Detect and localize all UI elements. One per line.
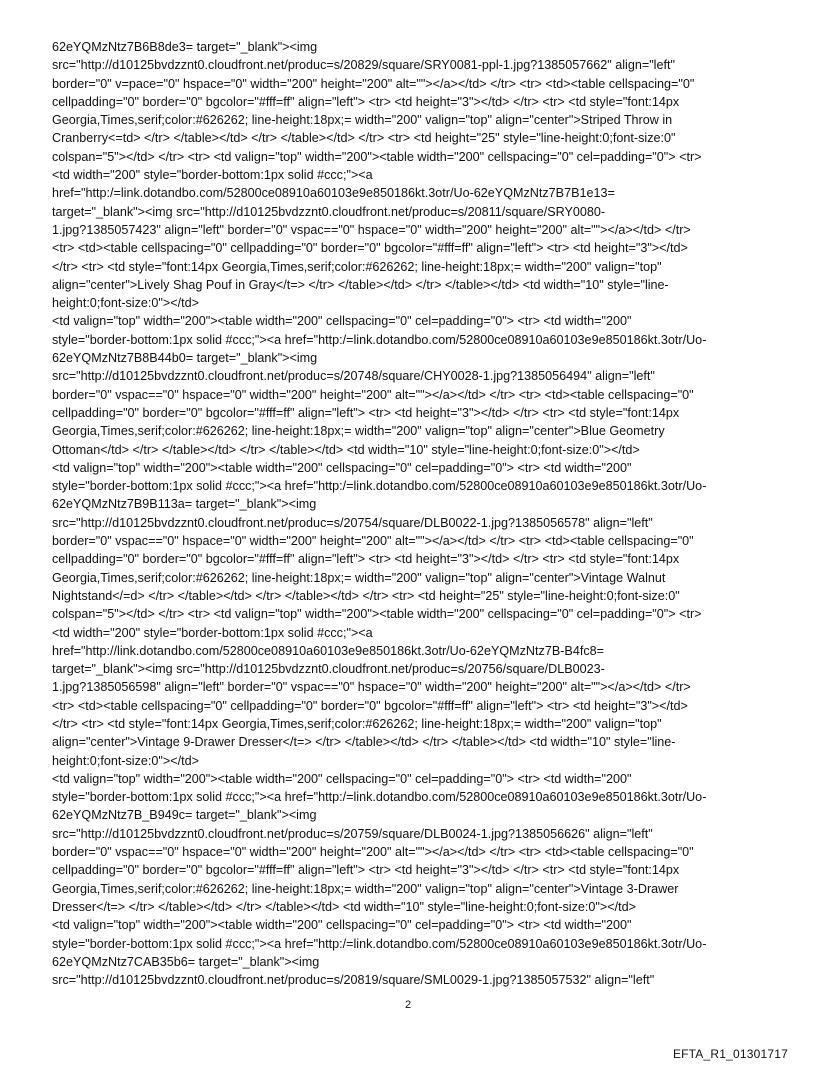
document-line: href="http:/=link.dotandbo.com/52800ce08910a60103e9e850186kt.3otr/Uo-62eYQMzNtz7B7B1e13= [52,186,615,201]
document-line: border="0" vspac=="0" hspace="0" width="200" height="200" alt=""></a></td> </tr> <tr> <td><table cellspacing="0" [52,387,694,402]
document-line: <td valign="top" width="200"><table width="200" cellspacing="0" cel=padding="0"> <tr> <td width="200" [52,918,632,933]
document-line: style="border-bottom:1px solid #ccc;"><a href="http:/=link.dotandbo.com/52800ce08910a60103e9e850186kt.3otr/Uo- [52,936,707,951]
document-line: border="0" v=pace="0" hspace="0" width="200" height="200" alt=""></a></td> </tr> <tr> <td><table cellspacing="0" [52,76,695,91]
document-line: 62eYQMzNtz7B_B949c= target="_blank"><img [52,808,317,823]
document-line: 1.jpg?1385057423" align="left" border="0" vspac=="0" hspace="0" width="200" height="200" alt=""></a></td> </tr> [52,222,691,237]
document-line: <td valign="top" width="200"><table width="200" cellspacing="0" cel=padding="0"> <tr> <td width="200" [52,314,632,329]
page-number: 2 [404,999,412,1011]
document-line: </tr> <tr> <td style="font:14px Georgia,Times,serif;color:#626262; line-height:18px;= width="200" valign="top" [52,259,662,274]
document-line: Ottoman</td> </tr> </table></td> </tr> </table></td> <td width="10" style="line-height:0;font-size:0"></td> [52,442,640,457]
document-line: align="center">Lively Shag Pouf in Gray</t=> </tr> </table></td> </tr> </table></td> <td width="10" style="line- [52,277,669,292]
document-line: Georgia,Times,serif;color:#626262; line-height:18px;= width="200" valign="top" align="center">Blue Geometry [52,424,665,439]
document-line: <tr> <td><table cellspacing="0" cellpadding="0" border="0" bgcolor="#fff=ff" align="left"> <tr> <td height="3"></td> [52,698,688,713]
document-line: 62eYQMzNtz7CAB35b6= target="_blank"><img [52,954,320,969]
document-line: Nightstand</=d> </tr> </table></td> </tr> </table></td> </tr> <tr> <td height="25" style="line-height:0;font-size:0" [52,588,680,603]
document-line: height:0;font-size:0"></td> [52,753,199,768]
document-line: 1.jpg?1385056598" align="left" border="0" vspac=="0" hspace="0" width="200" height="200" alt=""></a></td> </tr> [52,680,691,695]
document-body [52,38,778,989]
document-line: Dresser</t=> </tr> </table></td> </tr> </table></td> <td width="10" style="line-height:0;font-size:0"></td> [52,899,636,914]
document-line: src="http://d10125bvdzznt0.cloudfront.net/produc=s/20829/square/SRY0081-ppl-1.jpg?1385057662" align="left" [52,58,675,73]
document-line: target="_blank"><img src="http://d10125bvdzznt0.cloudfront.net/produc=s/20811/square/SRY0080- [52,204,606,219]
document-line: <td width="200" style="border-bottom:1px solid #ccc;"><a [52,168,373,183]
document-line: cellpadding="0" border="0" bgcolor="#fff=ff" align="left"> <tr> <td height="3"></td> </tr> <tr> <td style="font:14px [52,94,680,109]
document-line: border="0" vspac=="0" hspace="0" width="200" height="200" alt=""></a></td> </tr> <tr> <td><table cellspacing="0" [52,534,694,549]
document-line: Georgia,Times,serif;color:#626262; line-height:18px;= width="200" valign="top" align="center">Striped Throw in [52,113,673,128]
document-line: Georgia,Times,serif;color:#626262; line-height:18px;= width="200" valign="top" align="center">Vintage Walnut [52,570,666,585]
document-line: src="http://d10125bvdzznt0.cloudfront.net/produc=s/20819/square/SML0029-1.jpg?1385057532" align="left" [52,973,655,988]
document-line: style="border-bottom:1px solid #ccc;"><a href="http:/=link.dotandbo.com/52800ce08910a60103e9e850186kt.3otr/Uo- [52,790,707,805]
document-line: <td width="200" style="border-bottom:1px solid #ccc;"><a [52,625,373,640]
document-line: 62eYQMzNtz7B8B44b0= target="_blank"><img [52,351,318,366]
document-line: <tr> <td><table cellspacing="0" cellpadding="0" border="0" bgcolor="#fff=ff" align="left"> <tr> <td height="3"></td> [52,241,688,256]
document-line: cellpadding="0" border="0" bgcolor="#fff=ff" align="left"> <tr> <td height="3"></td> </tr> <tr> <td style="font:14px [52,863,680,878]
document-line: colspan="5"></td> </tr> <tr> <td valign="top" width="200"><table width="200" cellspacing="0" cel=padding="0"> <tr> [52,149,702,164]
document-line: colspan="5"></td> </tr> <tr> <td valign="top" width="200"><table width="200" cellspacing="0" cel=padding="0"> <tr> [52,607,702,622]
document-line: cellpadding="0" border="0" bgcolor="#fff=ff" align="left"> <tr> <td height="3"></td> </tr> <tr> <td style="font:14px [52,405,680,420]
document-line: 62eYQMzNtz7B6B8de3= target="_blank"><img [52,40,318,54]
document-line: border="0" vspac=="0" hspace="0" width="200" height="200" alt=""></a></td> </tr> <tr> <td><table cellspacing="0" [52,845,694,860]
document-line: align="center">Vintage 9-Drawer Dresser</t=> </tr> </table></td> </tr> </table></td> <td width="10" style="line- [52,735,676,750]
document-line: style="border-bottom:1px solid #ccc;"><a href="http:/=link.dotandbo.com/52800ce08910a60103e9e850186kt.3otr/Uo- [52,332,707,347]
document-line: src="http://d10125bvdzznt0.cloudfront.net/produc=s/20754/square/DLB0022-1.jpg?1385056578" align="left" [52,515,653,530]
document-line: src="http://d10125bvdzznt0.cloudfront.net/produc=s/20748/square/CHY0028-1.jpg?1385056494" align="left" [52,369,655,384]
bates-number: EFTA_R1_01301717 [672,1047,788,1061]
document-line: <td valign="top" width="200"><table width="200" cellspacing="0" cel=padding="0"> <tr> <td width="200" [52,771,632,786]
document-line: <td valign="top" width="200"><table width="200" cellspacing="0" cel=padding="0"> <tr> <td width="200" [52,460,632,475]
document-line: Georgia,Times,serif;color:#626262; line-height:18px;= width="200" valign="top" align="center">Vintage 3-Drawer [52,881,679,896]
document-line: height:0;font-size:0"></td> [52,296,199,311]
document-line: style="border-bottom:1px solid #ccc;"><a href="http:/=link.dotandbo.com/52800ce08910a60103e9e850186kt.3otr/Uo- [52,479,707,494]
document-line: href="http://link.dotandbo.com/52800ce08910a60103e9e850186kt.3otr/Uo-62eYQMzNtz7B-B4fc8= [52,643,604,658]
document-line: </tr> <tr> <td style="font:14px Georgia,Times,serif;color:#626262; line-height:18px;= width="200" valign="top" [52,716,662,731]
document-line: src="http://d10125bvdzznt0.cloudfront.net/produc=s/20759/square/DLB0024-1.jpg?1385056626" align="left" [52,826,653,841]
document-line: 62eYQMzNtz7B9B113a= target="_blank"><img [52,497,317,512]
document-line: Cranberry<=td> </tr> </table></td> </tr> </table></td> </tr> <tr> <td height="25" style="line-height:0;font-size:0" [52,131,676,146]
document-line: target="_blank"><img src="http://d10125bvdzznt0.cloudfront.net/produc=s/20756/square/DLB0023- [52,662,605,677]
document-line: cellpadding="0" border="0" bgcolor="#fff=ff" align="left"> <tr> <td height="3"></td> </tr> <tr> <td style="font:14px [52,552,680,567]
